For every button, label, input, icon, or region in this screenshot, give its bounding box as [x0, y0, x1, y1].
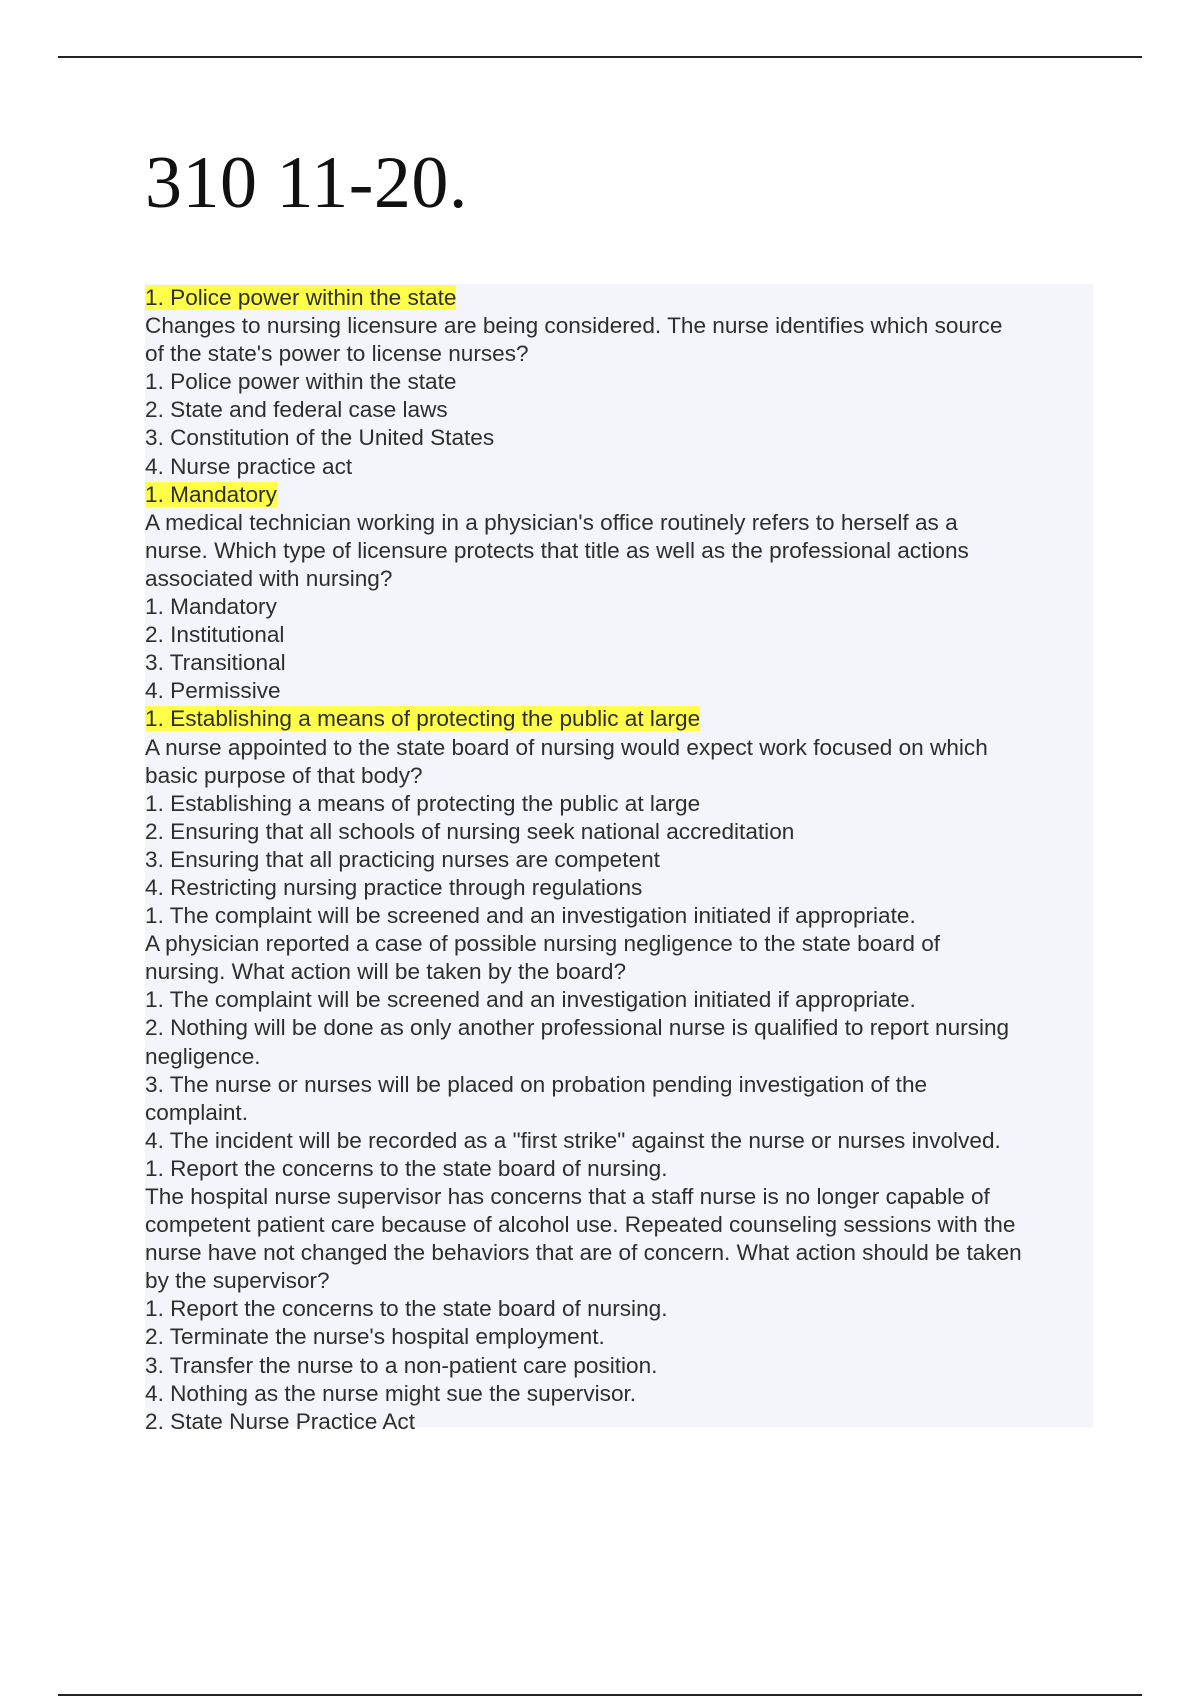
- question-block: [145, 481, 1093, 706]
- question-text: nurse. Which type of licensure protects that title as well as the professional actions: [145, 537, 969, 563]
- question-text: nursing. What action will be taken by the board?: [145, 959, 627, 985]
- question-block: [145, 705, 1093, 902]
- question-text: A physician reported a case of possible nursing negligence to the state board of: [145, 931, 941, 957]
- option-item: 2. Ensuring that all schools of nursing seek national accreditation: [145, 818, 795, 844]
- question-text: A medical technician working in a physician's office routinely refers to herself as a: [145, 509, 958, 535]
- trailing-answer-line: 2. State Nurse Practice Act: [145, 1408, 415, 1434]
- answer-highlight: 1. Mandatory: [145, 481, 277, 507]
- question-text: nurse have not changed the behaviors that are of concern. What action should be taken: [145, 1240, 1022, 1266]
- option-item: 1. Establishing a means of protecting the public at large: [145, 790, 701, 816]
- option-item: 3. Transfer the nurse to a non-patient care position.: [145, 1352, 658, 1378]
- qa-panel: [145, 284, 1093, 1434]
- question-block: [145, 902, 1093, 1155]
- question-text: competent patient care because of alcohol use. Repeated counseling sessions with the: [145, 1212, 1016, 1238]
- question-text: of the state's power to license nurses?: [145, 341, 529, 367]
- answer-line: 1. Report the concerns to the state board of nursing.: [145, 1155, 668, 1181]
- option-item: negligence.: [145, 1043, 261, 1069]
- question-block: [145, 1155, 1093, 1408]
- answer-highlight: 1. Police power within the state: [145, 285, 457, 310]
- answer-line: [145, 481, 1093, 509]
- option-item: 4. Restricting nursing practice through regulations: [145, 874, 643, 900]
- option-item: 4. Nothing as the nurse might sue the supervisor.: [145, 1380, 637, 1406]
- question-block: [145, 284, 1093, 481]
- option-item: 3. Ensuring that all practicing nurses are competent: [145, 846, 660, 872]
- option-item: 1. The complaint will be screened and an investigation initiated if appropriate.: [145, 987, 916, 1013]
- option-item: 1. Report the concerns to the state board of nursing.: [145, 1296, 668, 1322]
- option-item: 1. Mandatory: [145, 594, 277, 620]
- bottom-rule: [58, 1694, 1142, 1696]
- option-item: 1. Police power within the state: [145, 369, 457, 395]
- option-item: 3. Transitional: [145, 650, 286, 676]
- answer-line: [145, 705, 1093, 733]
- option-item: 3. Constitution of the United States: [145, 425, 495, 451]
- question-text: A nurse appointed to the state board of nursing would expect work focused on which: [145, 734, 988, 760]
- option-item: complaint.: [145, 1099, 248, 1125]
- answer-line: [145, 284, 1093, 312]
- option-item: 4. Permissive: [145, 678, 281, 704]
- option-item: 3. The nurse or nurses will be placed on probation pending investigation of the: [145, 1071, 928, 1097]
- document-title: 310 11-20.: [145, 142, 468, 224]
- answer-highlight: 1. Establishing a means of protecting the public at large: [145, 706, 701, 732]
- question-text: Changes to nursing licensure are being considered. The nurse identifies which source: [145, 313, 1003, 339]
- question-text: basic purpose of that body?: [145, 762, 423, 788]
- top-rule: [58, 56, 1142, 58]
- question-text: by the supervisor?: [145, 1268, 330, 1294]
- question-text: associated with nursing?: [145, 565, 393, 591]
- answer-line: 1. The complaint will be screened and an investigation initiated if appropriate.: [145, 903, 916, 929]
- option-item: 2. Institutional: [145, 622, 285, 648]
- option-item: 2. Terminate the nurse's hospital employment.: [145, 1324, 605, 1350]
- option-item: 4. The incident will be recorded as a "first strike" against the nurse or nurses involved.: [145, 1127, 1001, 1153]
- option-item: 2. Nothing will be done as only another professional nurse is qualified to report nursing: [145, 1015, 1010, 1041]
- option-item: 4. Nurse practice act: [145, 453, 353, 479]
- option-item: 2. State and federal case laws: [145, 397, 448, 423]
- question-text: The hospital nurse supervisor has concerns that a staff nurse is no longer capable of: [145, 1184, 990, 1209]
